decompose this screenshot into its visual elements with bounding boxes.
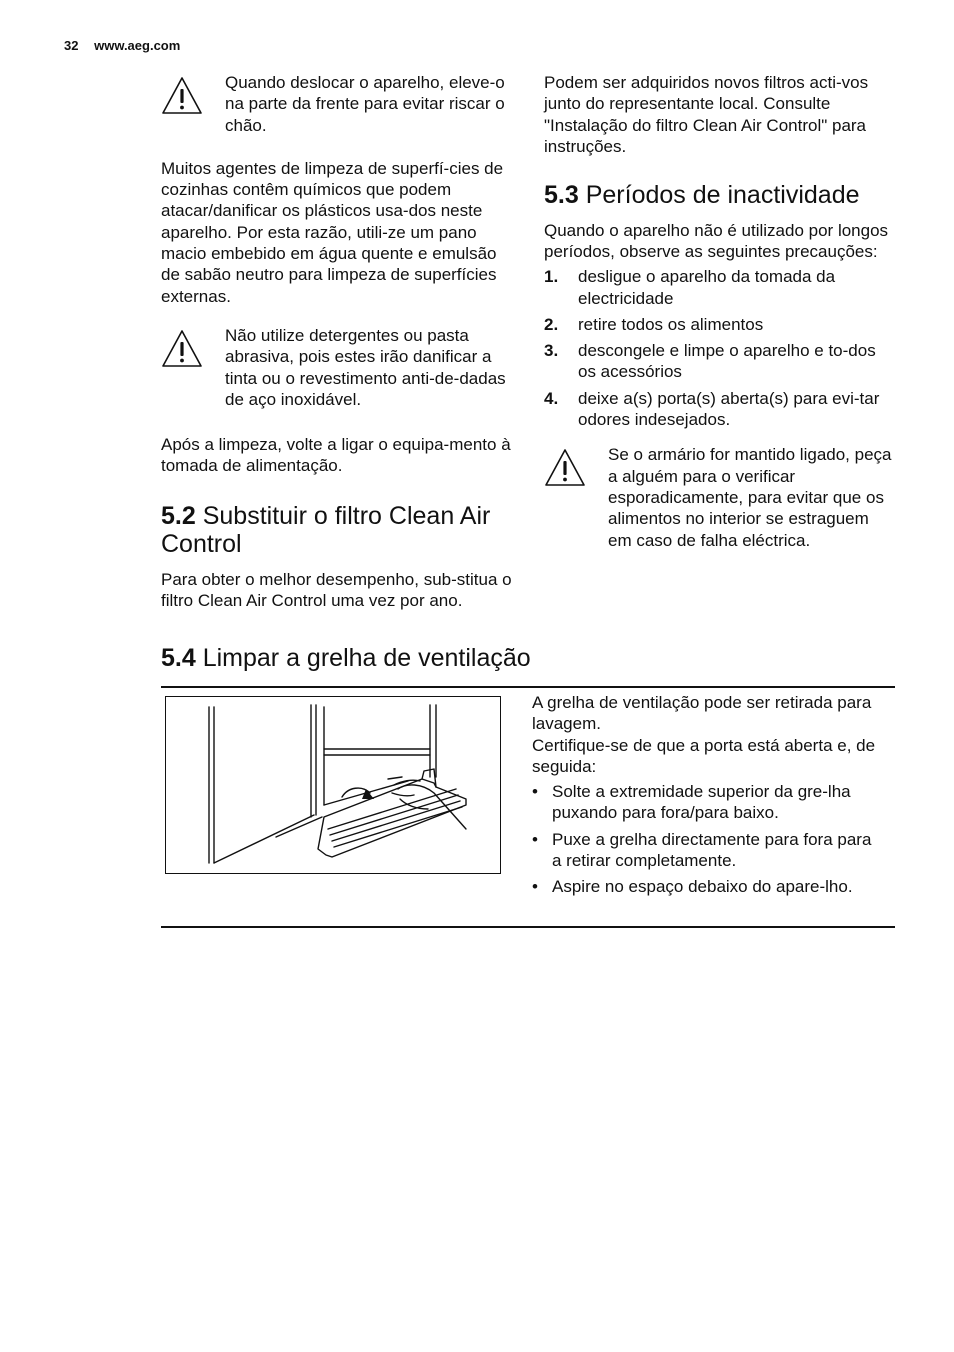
list-item (532, 781, 884, 824)
warning-triangle-icon (544, 448, 586, 488)
after-cleaning-paragraph: Após a limpeza, volte a ligar o equipa-mento à tomada de alimentação. (161, 435, 511, 476)
warning-block-detergents (161, 325, 513, 410)
ventilation-grille-panel (161, 686, 895, 928)
grille-steps (532, 781, 884, 897)
list-item (544, 266, 896, 309)
bullet-symbol: • (532, 877, 538, 897)
step-text: desligue o aparelho da tomada da electricidade (578, 267, 836, 308)
page-header (64, 38, 180, 53)
inactivity-intro: Quando o aparelho não é utilizado por longos períodos, observe as seguintes precauções: (544, 220, 889, 261)
list-item (544, 340, 896, 383)
section-title: Limpar a grelha de ventilação (202, 644, 531, 672)
step-text: deixe a(s) porta(s) aberta(s) para evi-tar odores indesejados. (578, 388, 880, 430)
step-number: 1. (544, 267, 559, 287)
bullet-text: Puxe a grelha directamente para fora para a retirar completamente. (552, 829, 872, 871)
list-item (544, 314, 896, 335)
section-title: Períodos de inactividade (585, 181, 860, 210)
section-heading-5-2 (161, 502, 513, 559)
section-number: 5.4 (161, 644, 196, 672)
bullet-symbol: • (532, 782, 538, 802)
section-number: 5.2 (161, 501, 196, 530)
step-text: retire todos os alimentos (578, 314, 764, 334)
warning-triangle-icon (161, 329, 203, 369)
step-text: descongele e limpe o aparelho e to-dos os acessórios (578, 341, 876, 382)
grille-intro-1: A grelha de ventilação pode ser retirada para lavagem. (532, 693, 872, 734)
warning-block-cabinet (544, 444, 896, 550)
grille-removal-drawing (166, 697, 500, 873)
section-number: 5.3 (544, 181, 579, 210)
warning-text: Não utilize detergentes ou pasta abrasiva, pois estes irão danificar a tinta ou o revestimento anti-de-dadas de aço inoxidável. (225, 325, 506, 409)
inactivity-steps (544, 266, 896, 430)
list-item (532, 829, 884, 872)
bullet-text: Solte a extremidade superior da gre-lha puxando para fora/para baixo. (552, 782, 851, 823)
grille-instructions (532, 692, 884, 903)
warning-text: Se o armário for mantido ligado, peça a alguém para o verificar esporadicamente, para evitar que os alimentos no interior se estraguem em caso de falha eléctrica. (608, 445, 892, 550)
cleaning-paragraph: Muitos agentes de limpeza de superfí-cies de cozinhas contêm químicos que podem atacar/danificar os plásticos usa-dos neste aparelho. Por esta razão, utili-ze um pano macio embebido em água quente e emulsão de sabão neutro para limpeza de superfícies externas. (161, 158, 504, 306)
grille-intro-2: Certifique-se de que a porta está aberta e, de seguida: (532, 735, 876, 776)
section-heading-5-3 (544, 181, 896, 210)
warning-triangle-icon (161, 76, 203, 116)
page-number: 32 (64, 38, 79, 53)
step-number: 2. (544, 314, 559, 334)
section-title: Substituir o filtro Clean Air Control (161, 501, 491, 559)
website-link[interactable]: www.aeg.com (94, 38, 181, 53)
step-number: 4. (544, 388, 559, 408)
bullet-text: Aspire no espaço debaixo do apare-lho. (552, 877, 853, 897)
warning-text: Quando deslocar o aparelho, eleve-o na parte da frente para evitar riscar o chão. (225, 73, 505, 135)
bullet-symbol: • (532, 829, 538, 849)
ventilation-grille-illustration (165, 696, 501, 874)
section-heading-5-4 (161, 644, 531, 673)
right-column (544, 72, 896, 551)
warning-block-moving (161, 72, 513, 136)
step-number: 3. (544, 341, 559, 361)
list-item (532, 876, 884, 897)
filter-paragraph: Para obter o melhor desempenho, sub-stitua o filtro Clean Air Control uma vez por ano. (161, 569, 512, 611)
left-column (161, 72, 513, 611)
list-item (544, 388, 896, 431)
filters-paragraph: Podem ser adquiridos novos filtros acti-vos junto do representante local. Consulte "Instalação do filtro Clean Air Control" para instruções. (544, 73, 869, 156)
